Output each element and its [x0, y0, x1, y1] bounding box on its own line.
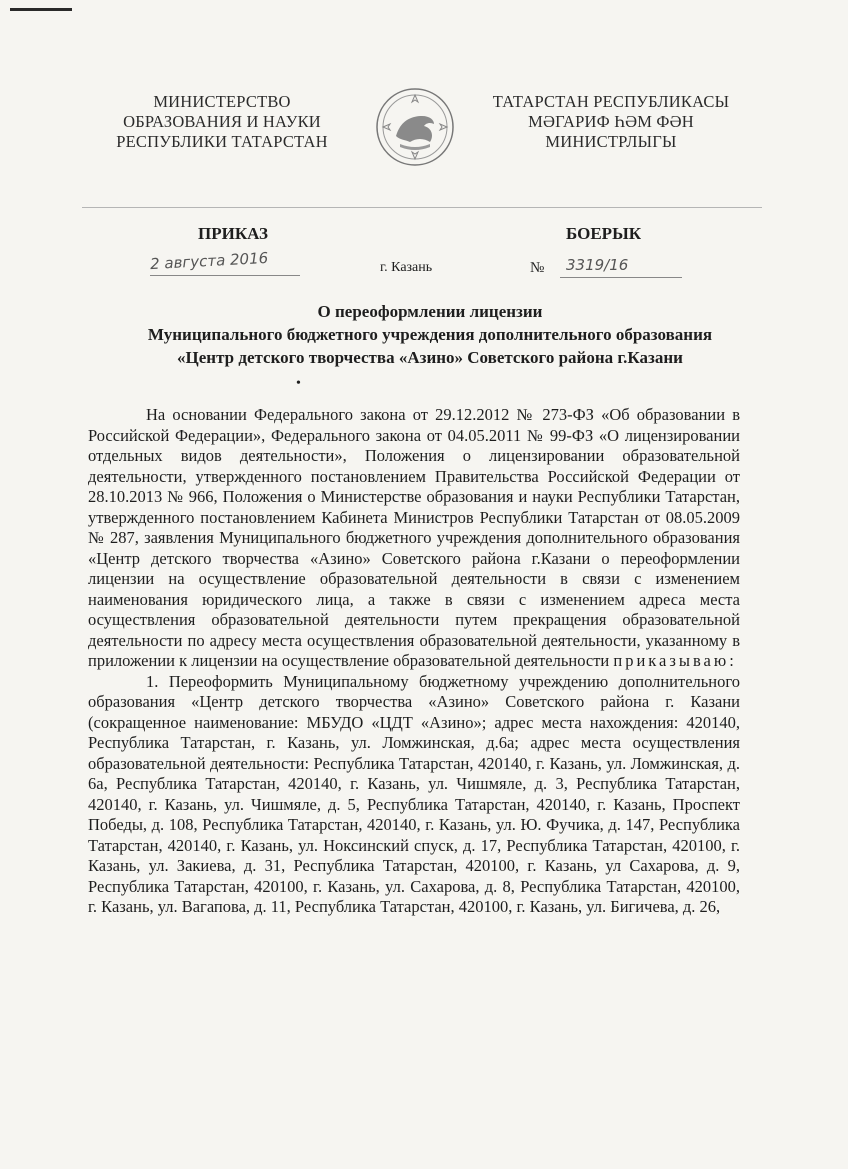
header-divider	[82, 207, 762, 208]
ministry-line: ТАТАРСТАН РЕСПУБЛИКАСЫ	[492, 92, 730, 111]
ministry-line: МӘГАРИФ ҺӘМ ФӘН	[528, 112, 694, 131]
scan-artifact-mark	[10, 8, 72, 11]
preamble-text: На основании Федерального закона от 29.12.2012 № 273-ФЗ «Об образовании в Российской Федерации», Федерального закона от 04.05.2011 № 99-ФЗ «О лицензировании отдельных видов деятельности», Положения о лицензировании образовательной деятельности, утвержденного постановлением Правительства Российской Федерации от 28.10.2013 № 966, Положения о Министерстве образования и науки Республики Татарстан, утвержденного постановлением Кабинета Министров Республики Татарстан от 08.05.2009 № 287, заявления Муниципального бюджетного учреждения дополнительного образования «Центр детского творчества «Азино» Советского района г.Казани о переоформлении лицензии на осуществление образовательной деятельности в связи с изменением наименования юридического лица, а также в связи с изменением адреса места осуществления образовательной деятельности путем прекращения образовательной деятельности по адресу места осуществления образовательной деятельности, указанному в приложении к лицензии на осуществление образовательной деятельности	[88, 405, 740, 670]
ministry-line: МИНИСТРЛЫГЫ	[545, 132, 677, 151]
order-word: приказываю:	[613, 651, 737, 670]
ministry-line: РЕСПУБЛИКИ ТАТАРСТАН	[116, 132, 328, 151]
ministry-name-russian	[94, 92, 350, 152]
stray-dot: •	[296, 376, 301, 391]
order-city: г. Казань	[380, 260, 433, 275]
order-date-handwritten: 2 августа 2016	[149, 248, 269, 274]
ministry-line: МИНИСТЕРСТВО	[153, 92, 291, 111]
order-number-label: №	[530, 260, 545, 276]
document-title	[80, 300, 780, 369]
tatarstan-emblem-icon	[374, 86, 456, 168]
date-underline	[150, 275, 300, 276]
document-body	[88, 405, 740, 918]
order-label-russian: ПРИКАЗ	[198, 224, 268, 243]
preamble-paragraph	[88, 405, 740, 672]
order-number-handwritten: 3319/16	[566, 256, 629, 274]
item-1-paragraph: 1. Переоформить Муниципальному бюджетному учреждению дополнительного образования «Центр детского творчества «Азино» Советского района г. Казани (сокращенное наименование: МБУДО «ЦДТ «Азино»; адрес места нахождения: 420140, Республика Татарстан, г. Казань, ул. Ломжинская, д.6а; адрес места осуществления образовательной деятельности: Республика Татарстан, 420140, г. Казань, ул. Ломжинская, д. 6а, Республика Татарстан, 420140, г. Казань, ул. Чишмяле, д. 3, Республика Татарстан, 420140, г. Казань, ул. Чишмяле, д. 5, Республика Татарстан, 420140, г. Казань, Проспект Победы, д. 108, Республика Татарстан, 420140, г. Казань, ул. Ю. Фучика, д. 147, Республика Татарстан, 420140, г. Казань, ул. Ноксинский спуск, д. 17, Республика Татарстан, 420100, г. Казань, ул. Закиева, д. 31, Республика Татарстан, 420100, г. Казань, ул Сахарова, д. 9, Республика Татарстан, 420100, г. Казань, ул. Сахарова, д. 8, Республика Татарстан, 420100, г. Казань, ул. Вагапова, д. 11, Республика Татарстан, 420100, г. Казань, ул. Бигичева, д. 26,	[88, 671, 740, 916]
order-label-tatar: БОЕРЫК	[566, 224, 642, 243]
number-underline	[560, 277, 682, 278]
ministry-name-tatar	[464, 92, 758, 152]
title-line: О переоформлении лицензии	[317, 302, 543, 321]
title-line: Муниципального бюджетного учреждения дополнительного образования	[147, 325, 713, 344]
title-line: «Центр детского творчества «Азино» Советского района г.Казани	[177, 348, 683, 367]
ministry-line: ОБРАЗОВАНИЯ И НАУКИ	[123, 112, 321, 131]
